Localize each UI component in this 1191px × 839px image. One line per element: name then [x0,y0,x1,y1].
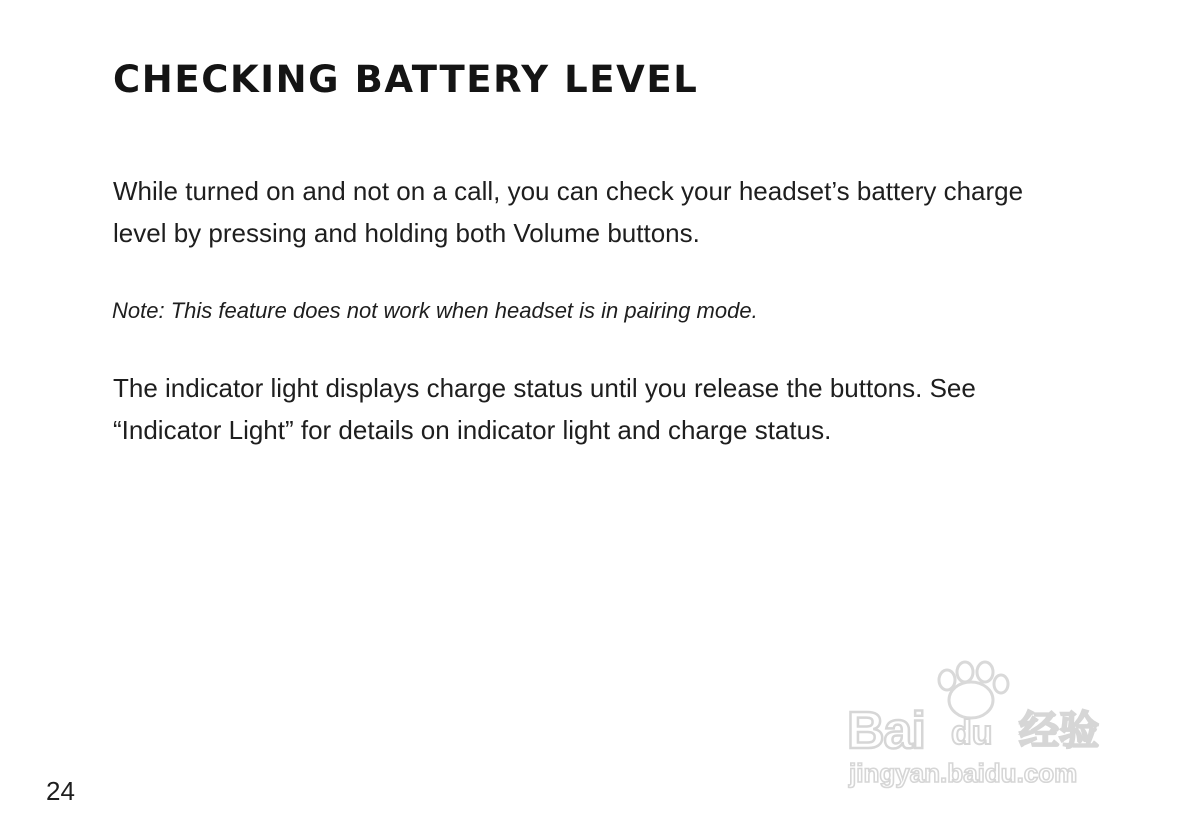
page-number: 24 [46,776,75,806]
baidu-jingyan-watermark [843,660,1123,800]
paw-icon [939,662,1008,718]
pairing-mode-note: Note: This feature does not work when headset is in pairing mode. [112,298,758,323]
watermark-brand-cn: 经验 [1019,708,1099,754]
watermark-url: jingyan.baidu.com [849,758,1078,788]
page-title: CHECKING BATTERY LEVEL [113,58,699,101]
body-paragraph-battery-check: While turned on and not on a call, you can check your headset’s battery charge level by pressing and holding both Volume buttons. [113,176,1024,248]
watermark-brand-du: du [951,714,993,752]
body-paragraph-indicator-light: The indicator light displays charge status until you release the buttons. See “Indicator Light” for details on indicator light and charge status. [113,373,976,445]
watermark-brand: Bai [847,702,925,760]
